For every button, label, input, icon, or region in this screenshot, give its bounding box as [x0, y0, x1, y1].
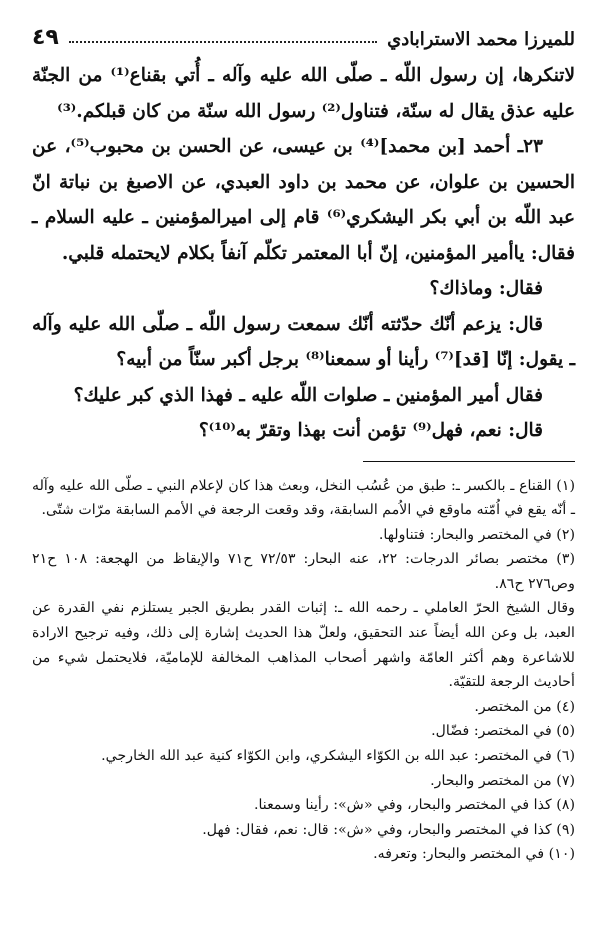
footnote: (٦) في المختصر: عبد الله بن الكوّاء اليشكري، وابن الكوّاء كنية عبد الله الخارجي.	[101, 748, 575, 765]
footnote-separator	[363, 461, 575, 462]
footnote: وقال الشيخ الحرّ العاملي ـ رحمه الله ـ: إثبات القدر بطريق الجبر يستلزم نفي القدرة عن العبد، بل وعن الله أيضاً عند التحقيق، ولعلّ هذا الحديث إشارة إلى ذلك، وفيه ترجيح الارادة للاشاعرة وهم أكثر العامّة واشهر أصحاب المذاهب المخالفة للإماميّة، فلايحتمل شيء من أحاديث الرجعة للتقيّة.	[32, 600, 575, 691]
footnote: (٨) كذا في المختصر والبحار، وفي «ش»: رأينا وسمعنا.	[253, 797, 575, 814]
header-dotted-leader	[69, 41, 377, 43]
paragraph: ٢٣ـ أحمد [بن محمد]⁽⁴⁾ بن عيسى، عن الحسن بن محبوب⁽⁵⁾، عن الحسين بن علوان، عن محمد بن داود العبدي، عن الاصبغ بن نباتة انّ عبد اللّه بن أبي بكر اليشكري⁽⁶⁾ قام إلى اميرالمؤمنين ـ عليه السلام ـ فقال: ياأمير المؤمنين، إنّ أبا المعتمر تكلّم آنفاً بكلام لايحتمله قلبي.	[32, 136, 576, 264]
footnote: (٧) من المختصر والبحار.	[430, 772, 575, 789]
footnote: (٥) في المختصر: فضّال.	[431, 723, 575, 740]
footnote: (٢) في المختصر والبحار: فتناولها.	[378, 526, 575, 543]
main-text	[32, 58, 575, 449]
footnote: (٩) كذا في المختصر والبحار، وفي «ش»: قال: نعم، فقال: فهل.	[202, 821, 575, 838]
running-header	[32, 18, 575, 50]
paragraph: فقال أمير المؤمنين ـ صلوات اللّه عليه ـ فهذا الذي كبر عليك؟	[73, 384, 543, 406]
footnote-separator-wrap	[32, 449, 575, 474]
footnote: (١٠) في المختصر والبحار: وتعرفه.	[373, 846, 575, 863]
paragraph: قال: يزعم أنّك حدّثته أنّك سمعت رسول اللّه ـ صلّى الله عليه وآله ـ يقول: إنّا [قد]⁽⁷⁾ رأينا أو سمعنا⁽⁸⁾ برجل أكبر سنّاً من أبيه؟	[32, 313, 575, 370]
paragraph: لاتنكرها، إن رسول اللّه ـ صلّى الله عليه وآله ـ أُتي بقناع⁽¹⁾ من الجنّة عليه عذق يقال له سنّة، فتناول⁽²⁾ رسول الله سنّة من كان قبلكم.⁽³⁾	[32, 65, 575, 122]
footnote: (١) القناع ـ بالكسر ـ: طبق من عُسُب النخل، وبعث هذا كان لإعلام النبي ـ صلّى الله عليه وآله ـ أنّه يقع في اُمّته ماوقع في الاُمم السابقة، وقد وقعت الرجعة في الأمم السابقة مرّات شتّى.	[32, 477, 575, 519]
paragraph: فقال: وماذاك؟	[429, 278, 543, 299]
page-number: ٤٩	[32, 25, 59, 50]
footnote: (٤) من المختصر.	[474, 698, 575, 715]
footnote: (٣) مختصر بصائر الدرجات: ٢٢، عنه البحار: ٧٢/٥٣ ح٧١ والإيقاظ من الهجعة: ١٠٨ ح٢١ وص٢٧٦ ح٨٦.	[32, 551, 575, 592]
footnotes	[32, 474, 575, 868]
running-title: للميرزا محمد الاسترابادي	[387, 29, 575, 50]
paragraph: قال: نعم، فهل⁽⁹⁾ تؤمن أنت بهذا وتقرّ به⁽¹⁰⁾؟	[198, 420, 543, 441]
